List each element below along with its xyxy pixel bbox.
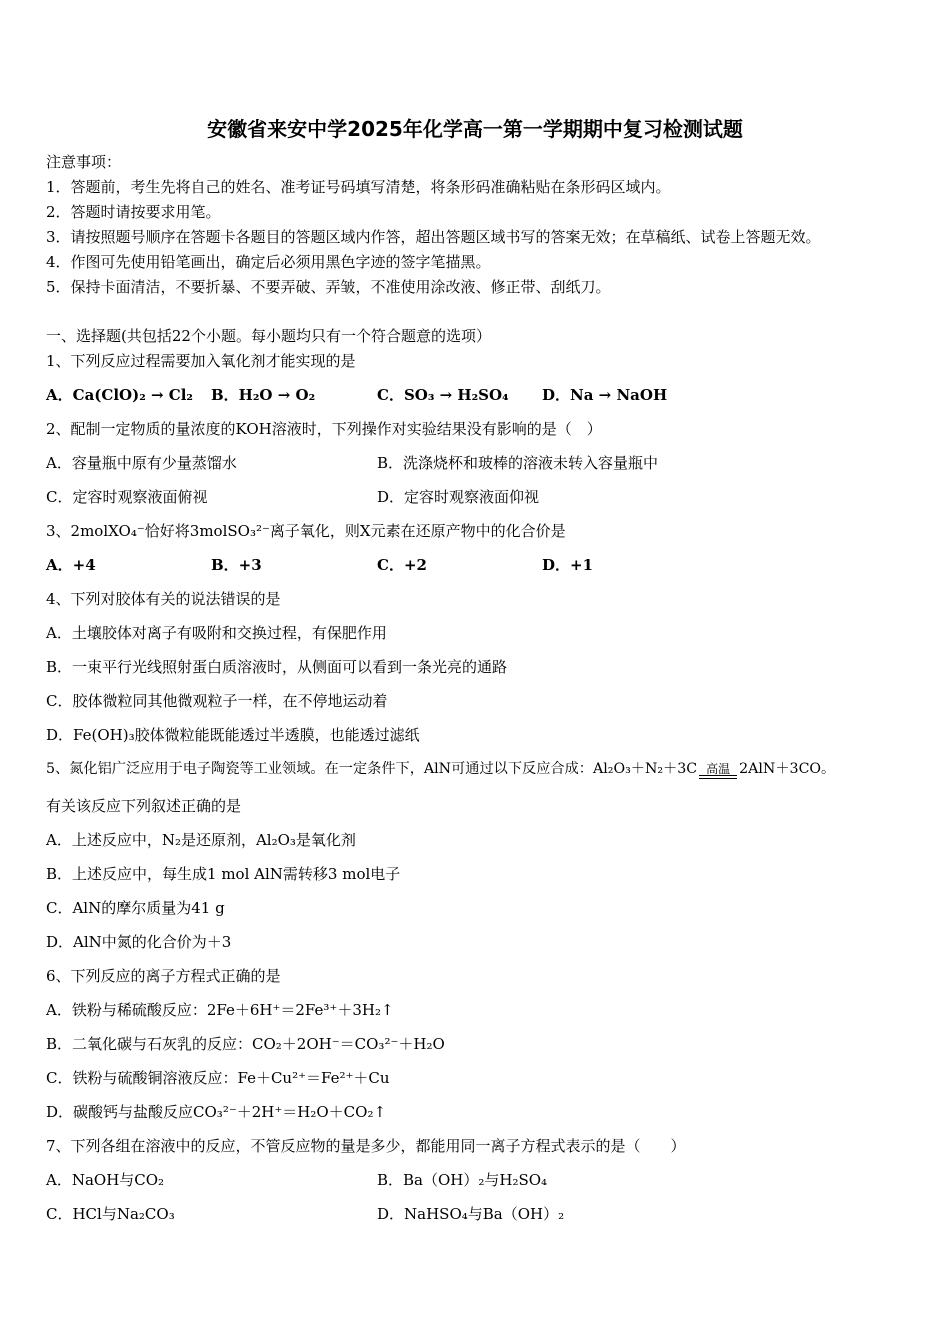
q7-option-c: C．HCl与Na₂CO₃ xyxy=(46,1205,175,1223)
q5-option-b: B．上述反应中，每生成1 mol AlN需转移3 mol电子 xyxy=(46,865,401,883)
notice-item: 1．答题前，考生先将自己的姓名、准考证号码填写清楚，将条形码准确粘贴在条形码区域内。 xyxy=(46,178,671,196)
q1-option-c: C．SO₃ → H₂SO₄ xyxy=(377,386,509,404)
q2-option-d: D．定容时观察液面仰视 xyxy=(377,488,540,506)
q4-option-d: D．Fe(OH)₃胶体微粒能既能透过半透膜，也能透过滤纸 xyxy=(46,726,420,744)
q5-option-a: A．上述反应中，N₂是还原剂，Al₂O₃是氧化剂 xyxy=(46,831,356,849)
notice-item: 2．答题时请按要求用笔。 xyxy=(46,203,221,221)
q1-option-b: B．H₂O → O₂ xyxy=(211,386,316,404)
q1-option-d: D．Na → NaOH xyxy=(542,386,668,404)
question-1-stem: 1、下列反应过程需要加入氧化剂才能实现的是 xyxy=(46,352,356,370)
q4-option-c: C．胶体微粒同其他微观粒子一样，在不停地运动着 xyxy=(46,692,388,710)
question-5-stem-2: 有关该反应下列叙述正确的是 xyxy=(46,797,242,815)
q2-option-c: C．定容时观察液面俯视 xyxy=(46,488,208,506)
notice-heading: 注意事项： xyxy=(46,153,122,171)
q7-option-a: A．NaOH与CO₂ xyxy=(46,1171,165,1189)
q1-option-a: A．Ca(ClO)₂ → Cl₂ xyxy=(46,386,193,404)
reaction-condition: 高温 xyxy=(697,759,739,779)
q5-option-d: D．AlN中氮的化合价为＋3 xyxy=(46,933,232,951)
notice-item: 4．作图可先使用铅笔画出，确定后必须用黑色字迹的签字笔描黑。 xyxy=(46,253,491,271)
q3-option-d: D．+1 xyxy=(542,556,594,574)
q5-option-c: C．AlN的摩尔质量为41 g xyxy=(46,899,225,917)
q6-option-c: C．铁粉与硫酸铜溶液反应：Fe＋Cu²⁺＝Fe²⁺＋Cu xyxy=(46,1069,390,1087)
q2-option-b: B．洗涤烧杯和玻棒的溶液未转入容量瓶中 xyxy=(377,454,659,472)
q7-option-b: B．Ba（OH）₂与H₂SO₄ xyxy=(377,1171,548,1189)
notice-item: 5．保持卡面清洁，不要折暴、不要弄破、弄皱，不准使用涂改液、修正带、刮纸刀。 xyxy=(46,278,611,296)
question-6-stem: 6、下列反应的离子方程式正确的是 xyxy=(46,967,281,985)
notice-item: 3．请按照题号顺序在答题卡各题目的答题区域内作答，超出答题区域书写的答案无效；在草稿纸、试卷上答题无效。 xyxy=(46,228,821,246)
q3-option-b: B．+3 xyxy=(211,556,262,574)
q6-option-b: B．二氧化碳与石灰乳的反应：CO₂＋2OH⁻＝CO₃²⁻＋H₂O xyxy=(46,1035,445,1053)
q4-option-a: A．土壤胶体对离子有吸附和交换过程，有保肥作用 xyxy=(46,624,387,642)
q3-option-c: C．+2 xyxy=(377,556,427,574)
question-7-stem: 7、下列各组在溶液中的反应，不管反应物的量是多少，都能用同一离子方程式表示的是（ ） xyxy=(46,1137,686,1155)
q4-option-b: B．一束平行光线照射蛋白质溶液时，从侧面可以看到一条光亮的通路 xyxy=(46,658,508,676)
q5-stem-post: 2AlN＋3CO。 xyxy=(739,761,836,777)
q3-option-a: A．+4 xyxy=(46,556,96,574)
page-title: 安徽省来安中学2025年化学高一第一学期期中复习检测试题 xyxy=(207,117,743,141)
section-heading: 一、选择题(共包括22个小题。每小题均只有一个符合题意的选项） xyxy=(46,327,491,345)
question-2-stem: 2、配制一定物质的量浓度的KOH溶液时，下列操作对实验结果没有影响的是（ ） xyxy=(46,420,602,438)
question-5-stem xyxy=(46,759,835,779)
q5-stem-pre: 5、氮化铝广泛应用于电子陶瓷等工业领域。在一定条件下，AlN可通过以下反应合成：Al₂O₃＋N₂＋3C xyxy=(46,761,698,777)
q2-option-a: A．容量瓶中原有少量蒸馏水 xyxy=(46,454,237,472)
q6-option-d: D．碳酸钙与盐酸反应CO₃²⁻＋2H⁺＝H₂O＋CO₂↑ xyxy=(46,1103,387,1121)
q6-option-a: A．铁粉与稀硫酸反应：2Fe＋6H⁺＝2Fe³⁺＋3H₂↑ xyxy=(46,1001,394,1019)
question-3-stem: 3、2molXO₄⁻恰好将3molSO₃²⁻离子氧化，则X元素在还原产物中的化合价是 xyxy=(46,522,566,540)
q7-option-d: D．NaHSO₄与Ba（OH）₂ xyxy=(377,1205,565,1223)
question-4-stem: 4、下列对胶体有关的说法错误的是 xyxy=(46,590,281,608)
